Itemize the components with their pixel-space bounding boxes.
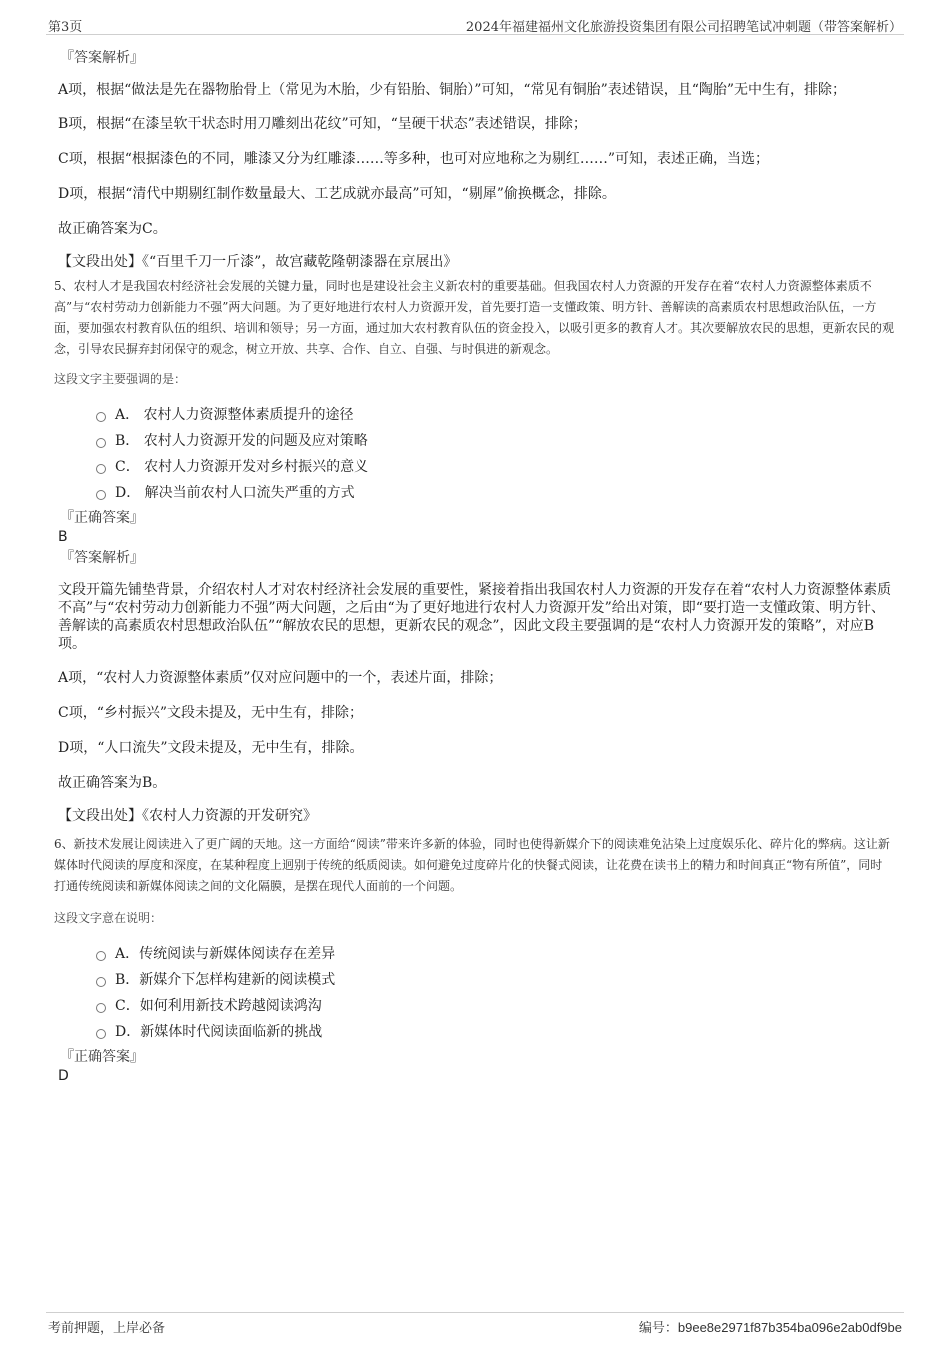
radio-icon[interactable] — [96, 951, 106, 961]
option-d[interactable]: D． 解决当前农村人口流失严重的方式 — [96, 480, 894, 506]
code-value: b9ee8e2971f87b354ba096e2ab0df9be — [677, 1320, 902, 1335]
option-c[interactable]: C．如何利用新技术跨越阅读鸿沟 — [96, 993, 894, 1019]
question-prompt: 这段文字主要强调的是： — [54, 372, 187, 386]
radio-icon[interactable] — [96, 490, 106, 500]
option-a[interactable]: A． 农村人力资源整体素质提升的途径 — [96, 402, 894, 428]
analysis-paragraph: C项，“乡村振兴”文段未提及，无中生有，排除； — [58, 705, 364, 721]
correct-answer: D — [58, 1068, 69, 1084]
radio-icon[interactable] — [96, 438, 106, 448]
analysis-paragraph: 文段开篇先铺垫背景，介绍农村人才对农村经济社会发展的重要性，紧接着指出我国农村人力资源的开发存在着“农村人力资源整体素质不高”与“农村劳动力创新能力不强”两大问题，之后由“为了更好地进行农村人力资源开发”给出对策，即“要打造一支懂政策、明方针、善解读的高素质农村思想政治队伍”“解放农民的思想，更新农民的观念”，因此文段主要强调的是“农村人力资源开发的策略”，对应B项。 — [58, 582, 892, 652]
option-b[interactable]: B． 农村人力资源开发的问题及应对策略 — [96, 428, 894, 454]
radio-icon[interactable] — [96, 977, 106, 987]
answer-tag: 『正确答案』 — [60, 1049, 144, 1065]
page-footer — [46, 1312, 904, 1335]
document-title: 2024年福建福州文化旅游投资集团有限公司招聘笔试冲刺题（带答案解析） — [465, 20, 902, 35]
question-prompt: 这段文字意在说明： — [54, 911, 163, 925]
source-citation: 【文段出处】《农村人力资源的开发研究》 — [58, 808, 317, 824]
source-citation: 【文段出处】《“百里千刀一斤漆”，故宫藏乾隆朝漆器在京展出》 — [58, 254, 458, 270]
page-content — [56, 48, 894, 1085]
analysis-tag: 『答案解析』 — [60, 50, 144, 66]
document-code — [639, 1317, 902, 1336]
correct-answer: B — [58, 529, 68, 545]
analysis-paragraph: D项，“人口流失”文段未提及，无中生有，排除。 — [58, 740, 364, 756]
analysis-paragraph: D项，根据“清代中期剔红制作数量最大、工艺成就亦最高”可知，“剔犀”偷换概念，排除。 — [58, 186, 616, 202]
code-label: 编号： — [638, 1321, 678, 1336]
page-header — [46, 14, 904, 35]
analysis-conclusion: 故正确答案为C。 — [58, 221, 167, 237]
footer-slogan: 考前押题，上岸必备 — [48, 1321, 166, 1336]
option-list — [96, 941, 894, 1045]
option-c[interactable]: C． 农村人力资源开发对乡村振兴的意义 — [96, 454, 894, 480]
option-list — [96, 402, 894, 506]
question-text: 6、新技术发展让阅读进入了更广阔的天地。这一方面给“阅读”带来许多新的体验，同时也使得新媒介下的阅读难免沾染上过度娱乐化、碎片化的弊病。这让新媒体时代阅读的厚度和深度，在某种程度上迥别于传统的纸质阅读。如何避免过度碎片化的快餐式阅读，让花费在读书上的精力和时间真正“物有所值”，同时打通传统阅读和新媒体阅读之间的文化隔膜，是摆在现代人面前的一个问题。 — [54, 837, 890, 893]
analysis-paragraph: A项，根据“做法是先在器物胎骨上（常见为木胎，少有铅胎、铜胎）”可知，“常见有铜胎”表述错误，且“陶胎”无中生有，排除； — [58, 82, 847, 98]
page-number: 第3页 — [48, 20, 83, 35]
answer-tag: 『正确答案』 — [60, 510, 144, 526]
radio-icon[interactable] — [96, 1029, 106, 1039]
analysis-paragraph: C项，根据“根据漆色的不同，雕漆又分为红雕漆……等多种，也可对应地称之为剔红……”可知，表述正确，当选； — [58, 151, 770, 167]
analysis-conclusion: 故正确答案为B。 — [58, 775, 167, 791]
analysis-paragraph: B项，根据“在漆呈软干状态时用刀雕刻出花纹”可知，“呈硬干状态”表述错误，排除； — [58, 116, 587, 132]
option-a[interactable]: A．传统阅读与新媒体阅读存在差异 — [96, 941, 894, 967]
radio-icon[interactable] — [96, 1003, 106, 1013]
analysis-paragraph: A项，“农村人力资源整体素质”仅对应问题中的一个，表述片面，排除； — [58, 670, 503, 686]
option-b[interactable]: B．新媒介下怎样构建新的阅读模式 — [96, 967, 894, 993]
radio-icon[interactable] — [96, 412, 106, 422]
question-text: 5、农村人才是我国农村经济社会发展的关键力量，同时也是建设社会主义新农村的重要基础。但我国农村人力资源的开发存在着“农村人力资源整体素质不高”与“农村劳动力创新能力不强”两大问题。为了更好地进行农村人力资源开发，首先要打造一支懂政策、明方针、善解读的高素质农村思想政治队伍，一方面，要加强农村教育队伍的组织、培训和领导；另一方面，通过加大农村教育队伍的资金投入，以吸引更多的教育人才。其次要解放农民的思想，更新农民的观念，引导农民摒弃封闭保守的观念，树立开放、共享、合作、自立、自强、与时俱进的新观念。 — [54, 279, 895, 356]
radio-icon[interactable] — [96, 464, 106, 474]
option-d[interactable]: D．新媒体时代阅读面临新的挑战 — [96, 1019, 894, 1045]
analysis-tag: 『答案解析』 — [60, 550, 144, 566]
